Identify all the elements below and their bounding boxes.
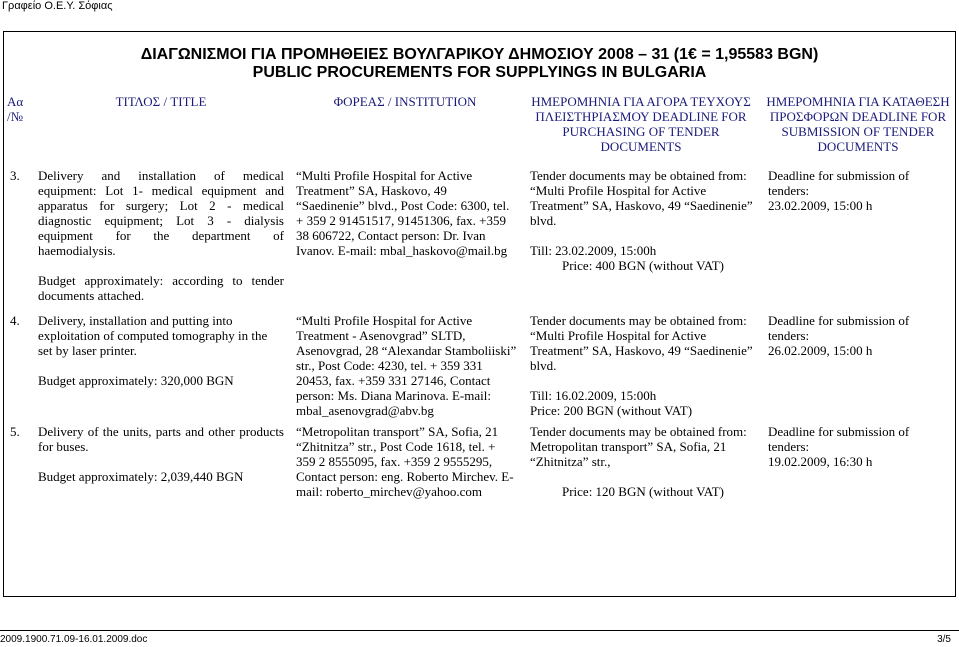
header-title: ΤΙΤΛΟΣ / TITLE [115,94,207,109]
row-title-text: Delivery, installation and putting into exploitation of computed tomography in the set by laser printer. [38,313,268,358]
subtitle: PUBLIC PROCUREMENTS FOR SUPPLYINGS IN BULGARIA [252,64,707,81]
purchase-till: Till: 16.02.2009, 15:00h [530,388,657,403]
row-deadline [760,303,956,418]
footer-page-number: 3/5 [937,634,951,645]
table-row [2,303,956,418]
footer-filename: 2009.1900.71.09-16.01.2009.doc [0,634,148,645]
purchase-price: Price: 200 BGN (without VAT) [530,403,693,418]
purchase-intro: Tender documents may be obtained from: [530,424,747,439]
purchase-intro: Tender documents may be obtained from: [530,313,747,328]
purchase-price: Price: 400 BGN (without VAT) [561,258,725,273]
deadline-label: Deadline for submission of tenders: [768,313,910,343]
deadline-value: 19.02.2009, 16:30 h [768,454,873,469]
row-title-text: Delivery and installation of medical equipment: Lot 1- medical equipment and apparatus for surgery; Lot 2 - medical diagnostic equipment; Lot 3 - dialysis equipment for the department of haemodialysis. [38,168,284,258]
deadline-value: 23.02.2009, 15:00 h [768,198,873,213]
purchase-price: Price: 120 BGN (without VAT) [561,484,725,499]
row-num: 3. [10,168,20,183]
purchase-place: “Multi Profile Hospital for Active Treatment” SA, Haskovo, 49 “Saedinenie” blvd. [530,328,753,373]
deadline-label: Deadline for submission of tenders: [768,168,910,198]
row-budget: Budget approximately: according to tender documents attached. [38,273,284,303]
purchase-till: Till: 23.02.2009, 15:00h [530,243,657,258]
row-purchase [522,418,760,499]
procurements-table [2,88,956,499]
row-num: 4. [10,313,20,328]
purchase-place: “Multi Profile Hospital for Active Treatment” SA, Haskovo, 49 “Saedinenie” blvd. [530,183,753,228]
purchase-place: Metropolitan transport” SA, Sofia, 21 “Zhitnitza” str., [530,439,727,469]
header-deadline: ΗΜΕΡΟΜΗΝΙΑ ΓΙΑ ΚΑΤΑΘΕΣΗ ΠΡΟΣΦΟΡΩΝ DEADLINE FOR SUBMISSION OF TENDER DOCUMENTS [766,94,950,154]
row-deadline [760,418,956,499]
row-title [34,303,288,418]
header-institution: ΦΟΡΕΑΣ / INSTITUTION [333,94,477,109]
row-title [34,418,288,499]
deadline-value: 26.02.2009, 15:00 h [768,343,873,358]
header-num: Αα /№ [7,94,24,124]
row-budget: Budget approximately: 320,000 BGN [38,373,234,388]
purchase-intro: Tender documents may be obtained from: [530,168,747,183]
row-deadline [760,154,956,303]
table-header-row [2,88,956,154]
row-num: 5. [10,424,20,439]
deadline-label: Deadline for submission of tenders: [768,424,910,454]
row-institution: “Multi Profile Hospital for Active Treatment” SA, Haskovo, 49 “Saedinenie” blvd., Post Code: 6300, tel. + 359 2 91451517, 91451306, fax. +359 38 606722, Contact person: Dr. Ivan Ivanov. E-mail: mbal_haskovo@mail.bg [296,168,510,258]
page-header: Γραφείο Ο.Ε.Υ. Σόφιας [2,0,113,12]
row-budget: Budget approximately: 2,039,440 BGN [38,469,244,484]
row-title [34,154,288,303]
table-row [2,154,956,303]
row-purchase [522,154,760,303]
row-purchase [522,303,760,418]
row-title-text: Delivery of the units, parts and other products for buses. [38,424,284,454]
header-purchase: ΗΜΕΡΟΜΗΝΙΑ ΓΙΑ ΑΓΟΡΑ ΤΕΥΧΟΥΣ ΠΛΕΙΣΤΗΡΙΑΣΜΟΥ DEADLINE FOR PURCHASING OF TENDER DOCUMENTS [531,94,751,154]
main-title: ΔΙΑΓΩΝΙΣΜΟΙ ΓΙΑ ΠΡΟΜΗΘΕΙΕΣ ΒΟΥΛΓΑΡΙΚΟΥ ΔΗΜΟΣΙΟΥ 2008 – 31 (1€ = 1,95583 BGN) [140,46,819,63]
table-row [2,418,956,499]
row-institution: “Multi Profile Hospital for Active Treatment - Asenovgrad” SLTD, Asenovgrad, 28 “Alexandar Stamboliiski” str., Post Code: 4230, tel. + 359 331 20453, fax. +359 331 27146, Contact person: Ms. Diana Marinova. E-mail: mbal_asenovgrad@abv.bg [296,313,517,418]
footer-divider [0,630,959,631]
row-institution: “Metropolitan transport” SA, Sofia, 21 “Zhitnitza” str., Post Code 1618, tel. + 359 2 8555095, fax. +359 2 9555295, Contact person: eng. Roberto Mirchev. E-mail: roberto_mirchev@yahoo.com [296,424,514,499]
